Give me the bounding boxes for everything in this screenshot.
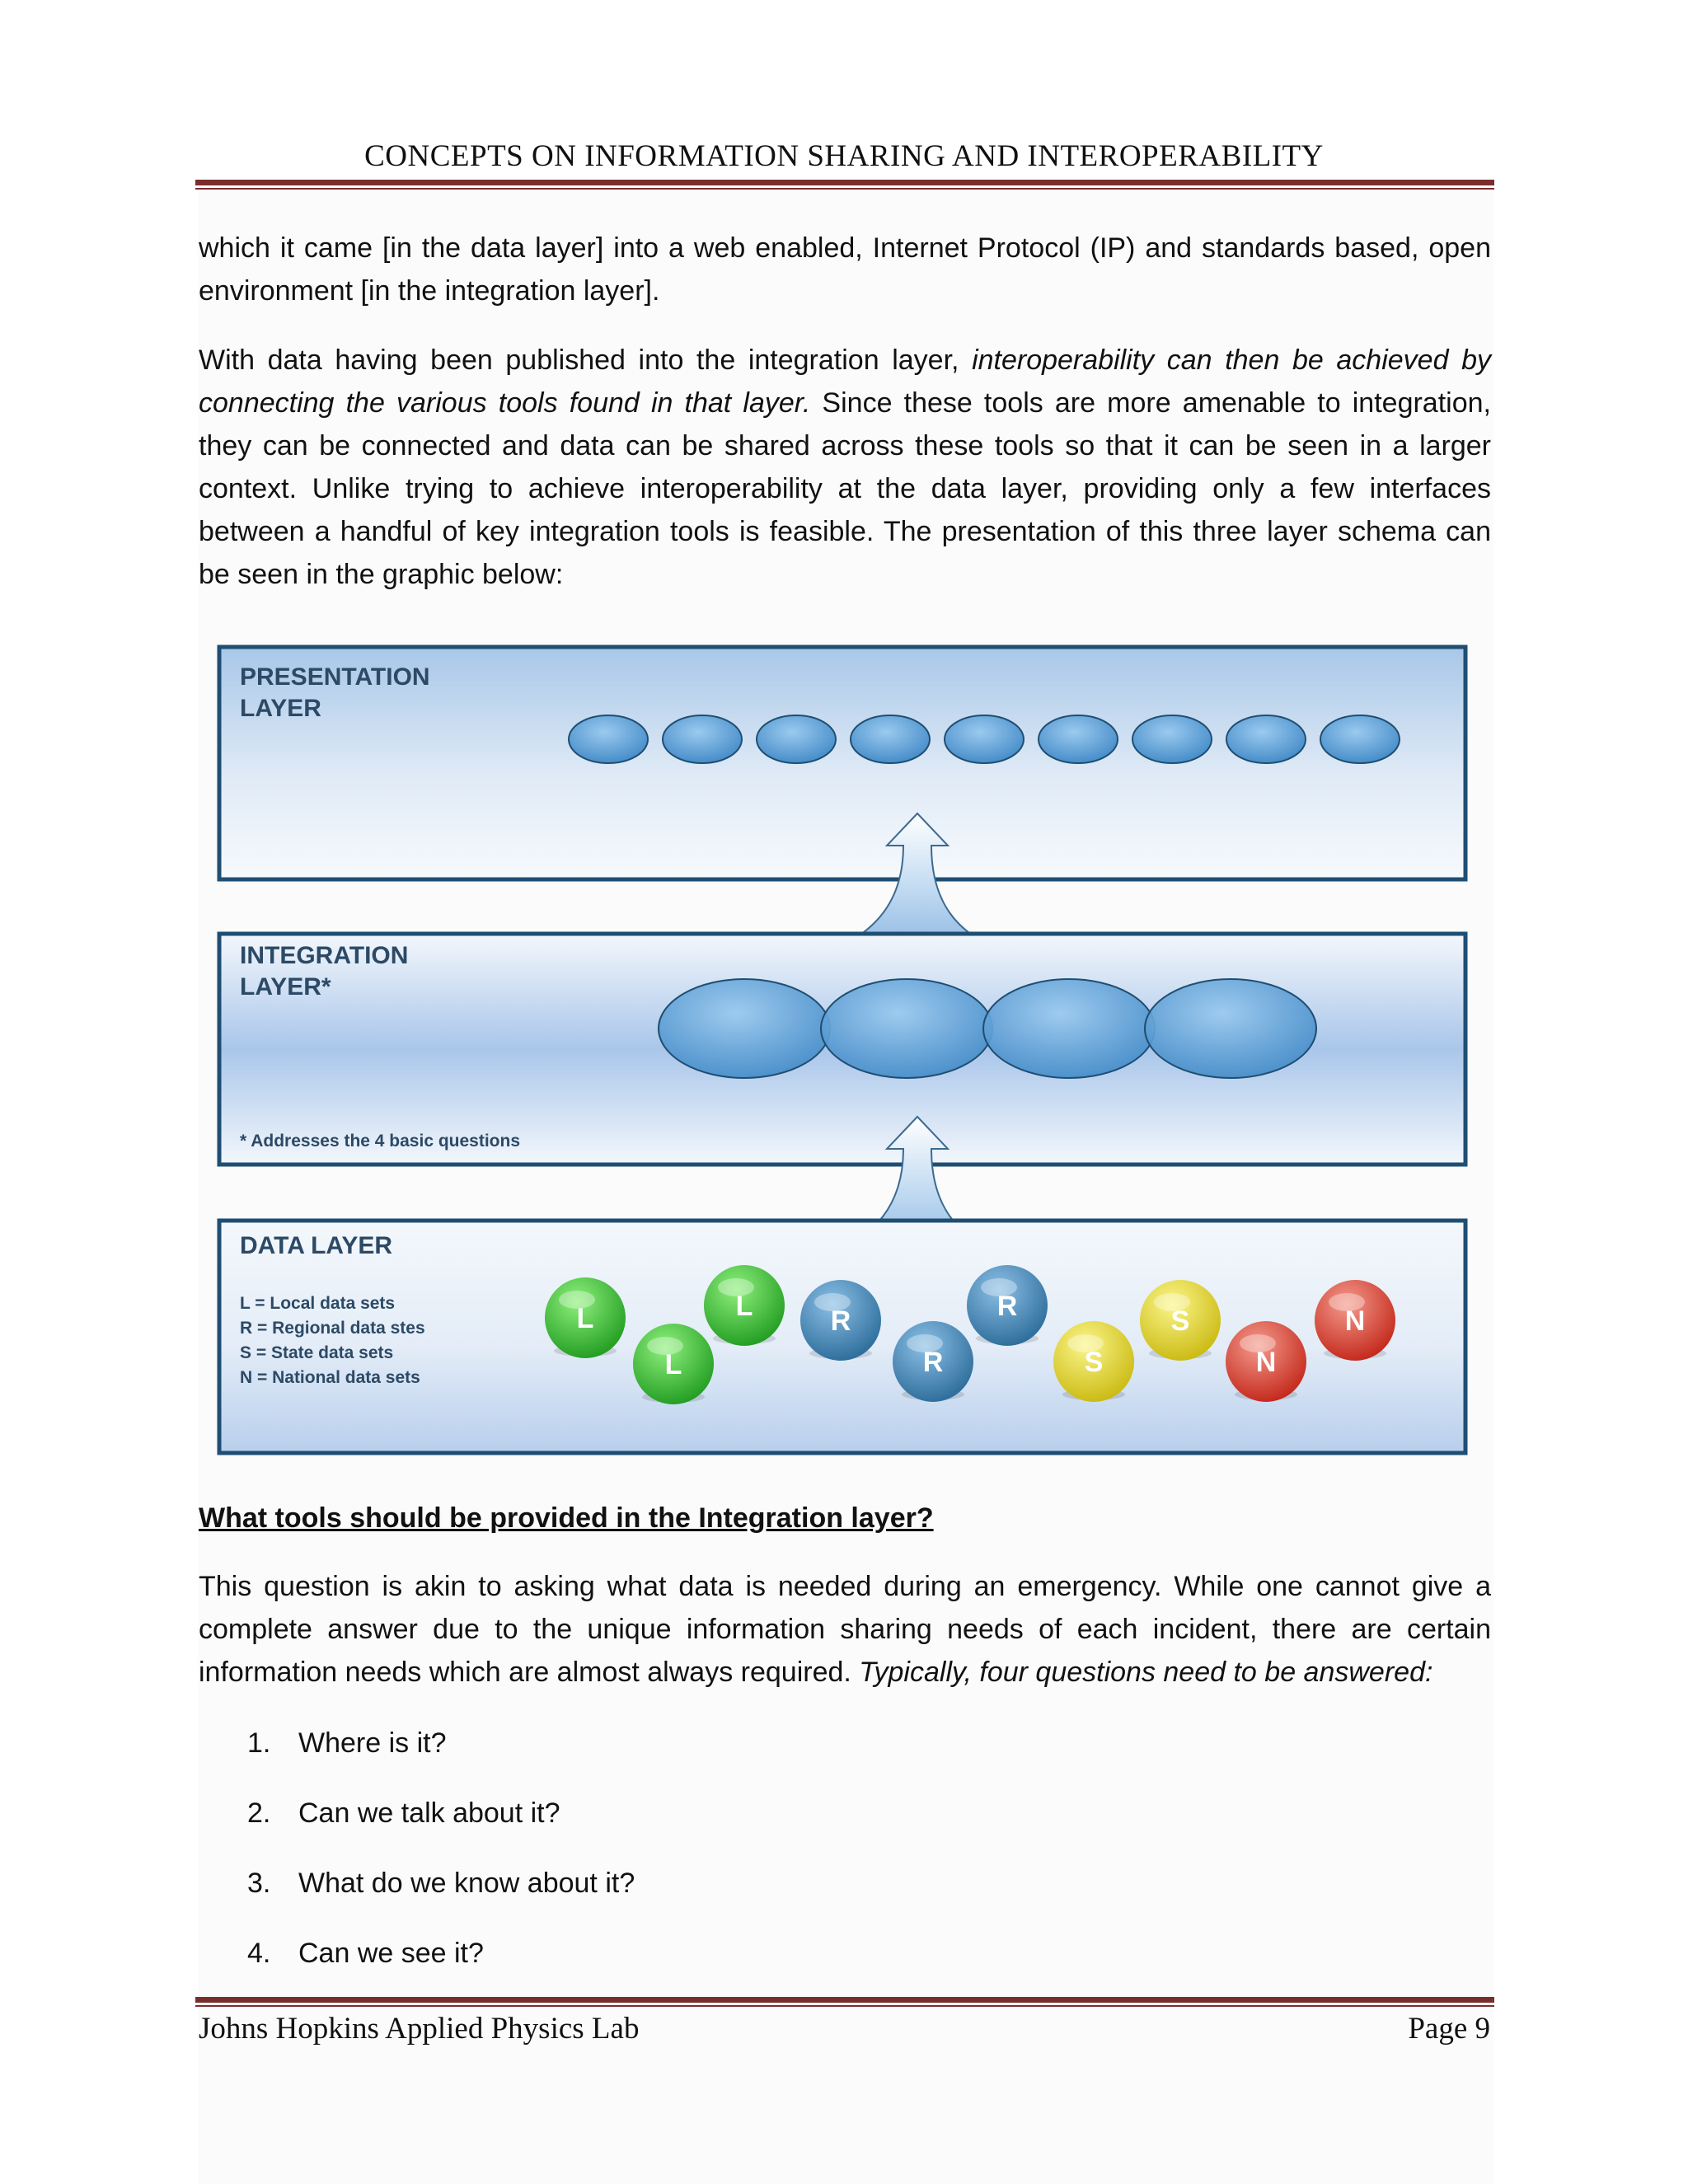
data-sphere-r [967, 1265, 1048, 1346]
paragraph-emphasis: interoperability can then be achieved by connecting the various tools found in that layer. [199, 344, 1491, 419]
legend-regional: R = Regional data stes [240, 1319, 425, 1338]
sphere-letter: S [1084, 1347, 1104, 1378]
presentation-node [851, 715, 930, 763]
integration-layer-label: INTEGRATION [240, 942, 409, 969]
footer-rule [195, 1997, 1494, 2003]
presentation-layer-label-2: LAYER [240, 695, 321, 722]
presentation-node [1039, 715, 1118, 763]
data-sphere-r [800, 1280, 881, 1361]
sphere-letter: L [664, 1349, 682, 1380]
presentation-node [569, 715, 648, 763]
paragraph-interoperability [199, 339, 1491, 596]
data-sphere-s [1140, 1280, 1221, 1361]
integration-node [821, 979, 992, 1078]
sphere-letter: R [996, 1291, 1018, 1322]
presentation-layer-label: PRESENTATION [240, 663, 430, 691]
sphere-letter: S [1170, 1305, 1190, 1337]
integration-layer-label-2: LAYER* [240, 973, 331, 1001]
integration-node [983, 979, 1155, 1078]
data-layer-label: DATA LAYER [240, 1232, 393, 1259]
list-item: 4. Can we see it? [247, 1938, 484, 1969]
list-item: 1. Where is it? [247, 1727, 447, 1759]
list-item: 2. Can we talk about it? [247, 1797, 560, 1829]
presentation-node [1320, 715, 1400, 763]
presentation-node [757, 715, 836, 763]
page-header-title: CONCEPTS ON INFORMATION SHARING AND INTEROPERABILITY [364, 139, 1324, 173]
paragraph-lead: With data having been published into the integration layer, [199, 344, 973, 376]
data-sphere-l [545, 1277, 626, 1358]
paragraph-lead: This question is akin to asking what data is needed during an emergency. While one cannot give a complete answer due to the unique information sharing needs of each incident, there are certain information needs which are almost always required. [199, 1571, 1491, 1688]
legend-state: S = State data sets [240, 1343, 394, 1362]
presentation-node [663, 715, 742, 763]
sphere-letter: N [1255, 1347, 1277, 1378]
data-sphere-l [633, 1324, 714, 1404]
list-item: 3. What do we know about it? [247, 1868, 635, 1899]
legend-local: L = Local data sets [240, 1294, 396, 1313]
presentation-nodes [569, 715, 1400, 763]
header-rule [195, 180, 1494, 185]
paragraph-emphasis: Typically, four questions need to be answered: [859, 1657, 1433, 1688]
footer-page-number: Page 9 [1408, 2012, 1490, 2046]
sphere-letter: R [830, 1305, 851, 1337]
paragraph-continuation: which it came [in the data layer] into a web enabled, Internet Protocol (IP) and standards based, open environment [in the integration layer]. [199, 232, 1491, 307]
legend-national: N = National data sets [240, 1368, 420, 1387]
data-sphere-r [893, 1321, 973, 1402]
header-rule-thin [195, 188, 1494, 190]
integration-layer-note: * Addresses the 4 basic questions [240, 1132, 521, 1151]
data-sphere-s [1053, 1321, 1134, 1402]
data-sphere-n [1315, 1280, 1395, 1361]
footer-rule-thin [195, 2005, 1494, 2007]
sphere-letter: L [735, 1291, 753, 1322]
paragraph-four-questions [199, 1565, 1491, 1694]
three-layer-diagram [213, 639, 1470, 1463]
integration-node [1145, 979, 1316, 1078]
presentation-node [1226, 715, 1306, 763]
section-heading: What tools should be provided in the Integration layer? [199, 1502, 934, 1534]
integration-node [659, 979, 830, 1078]
sphere-letter: N [1344, 1305, 1366, 1337]
sphere-letter: L [576, 1303, 594, 1334]
paragraph-rest: Since these tools are more amenable to integration, they can be connected and data can be shared across these tools so that it can be seen in a larger context. Unlike trying to achieve interoperability at the data layer, providing only a few interfaces between a handful of key integration tools is feasible. The presentation of this three layer schema can be seen in the graphic below: [199, 387, 1491, 590]
footer-organization: Johns Hopkins Applied Physics Lab [199, 2012, 640, 2046]
sphere-letter: R [922, 1347, 944, 1378]
data-sphere-l [704, 1265, 785, 1346]
presentation-node [945, 715, 1024, 763]
data-sphere-n [1226, 1321, 1306, 1402]
presentation-node [1132, 715, 1212, 763]
